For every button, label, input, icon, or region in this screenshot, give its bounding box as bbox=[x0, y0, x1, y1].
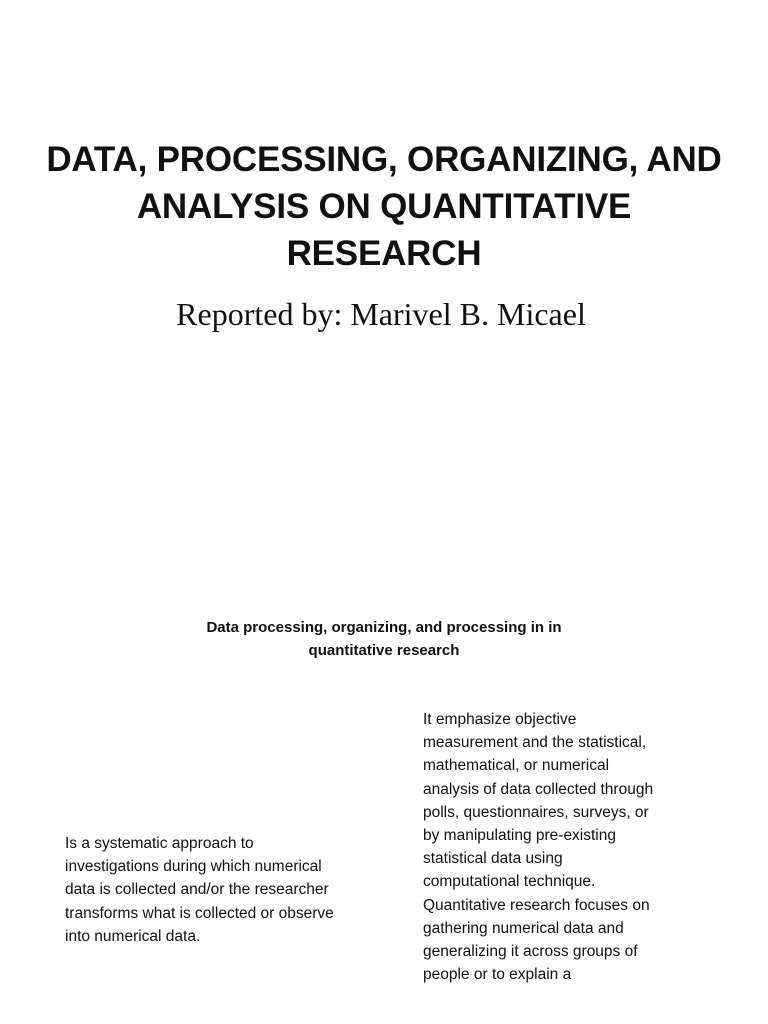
reporter-text: Reported by: Marivel B. Micael bbox=[176, 296, 586, 332]
definition-text: Is a systematic approach to investigations during which numerical data is collected and/or the researcher transforms what is collected or observe into numerical data. bbox=[65, 835, 334, 945]
content-slide bbox=[0, 575, 768, 1024]
reporter-line bbox=[0, 294, 768, 334]
emphasis-text: It emphasize objective measurement and the statistical, mathematical, or numerical analysis of data collected through polls, questionnaires, surveys, or by manipulating pre-existing statistical data using computational technique. Quantitative research focuses on gathering numerical data and generalizing it across groups of people or to explain a bbox=[423, 711, 654, 984]
slide-subtitle: Data processing, organizing, and processing in in quantitative research bbox=[206, 619, 562, 659]
main-title: DATA, PROCESSING, ORGANIZING, AND ANALYSIS ON QUANTITATIVE RESEARCH bbox=[46, 140, 722, 273]
